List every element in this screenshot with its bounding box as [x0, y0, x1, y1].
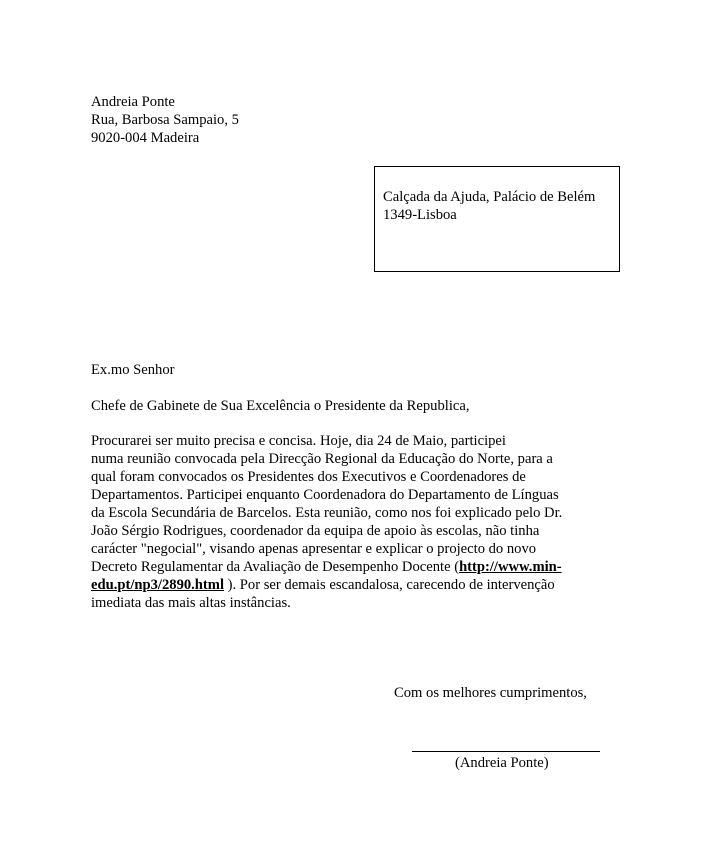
- addressee: Chefe de Gabinete de Sua Excelência o Presidente da Republica,: [91, 398, 470, 414]
- decree-link-part-2[interactable]: edu.pt/np3/2890.html: [91, 577, 224, 593]
- sender-name: Andreia Ponte: [91, 94, 175, 110]
- signature-name: (Andreia Ponte): [455, 755, 549, 771]
- recipient-line-2: 1349-Lisboa: [383, 207, 457, 223]
- letter-body: [91, 432, 601, 612]
- decree-link-part-1[interactable]: http://www.min-: [459, 559, 562, 575]
- body-line-suffix: ). Por ser demais escandalosa, carecendo de intervenção: [224, 577, 555, 593]
- body-line: Procurarei ser muito precisa e concisa. Hoje, dia 24 de Maio, participei: [91, 433, 506, 449]
- recipient-line-1: Calçada da Ajuda, Palácio de Belém: [383, 189, 596, 205]
- sender-street: Rua, Barbosa Sampaio, 5: [91, 112, 239, 128]
- closing: Com os melhores cumprimentos,: [394, 685, 587, 701]
- body-line: João Sérgio Rodrigues, coordenador da equipa de apoio às escolas, não tinha: [91, 523, 540, 539]
- recipient-address-box: [374, 166, 620, 272]
- body-line-with-link: [91, 558, 601, 576]
- salutation: Ex.mo Senhor: [91, 362, 175, 378]
- body-line: numa reunião convocada pela Direcção Regional da Educação do Norte, para a: [91, 451, 553, 467]
- body-line-prefix: Decreto Regulamentar da Avaliação de Desempenho Docente (: [91, 559, 460, 575]
- sender-address: [91, 93, 239, 147]
- body-line: da Escola Secundária de Barcelos. Esta reunião, como nos foi explicado pelo Dr.: [91, 505, 563, 521]
- body-line: Departamentos. Participei enquanto Coordenadora do Departamento de Línguas: [91, 487, 559, 503]
- signature-line: [412, 751, 600, 752]
- body-line-with-link: [91, 576, 601, 594]
- body-line: carácter "negocial", visando apenas apresentar e explicar o projecto do novo: [91, 541, 537, 557]
- body-line: imediata das mais altas instâncias.: [91, 595, 291, 611]
- sender-city: 9020-004 Madeira: [91, 130, 200, 146]
- body-line: qual foram convocados os Presidentes dos Executivos e Coordenadores de: [91, 469, 526, 485]
